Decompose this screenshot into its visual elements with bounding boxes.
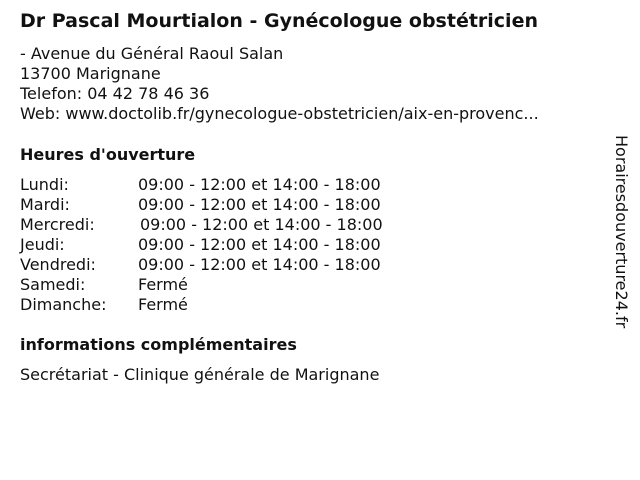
address-street: - Avenue du Général Raoul Salan	[20, 44, 284, 63]
day-label: Dimanche:	[20, 295, 107, 314]
site-watermark: Horairesdouverture24.fr	[612, 135, 631, 329]
address-city: 13700 Marignane	[20, 64, 161, 83]
address-block	[20, 44, 539, 124]
time-value: 09:00 - 12:00 et 14:00 - 18:00	[138, 255, 381, 274]
time-value: Fermé	[138, 275, 188, 294]
phone-number: Telefon: 04 42 78 46 36	[20, 84, 210, 103]
day-label: Lundi:	[20, 175, 69, 194]
info-text: Secrétariat - Clinique générale de Marignane	[20, 365, 380, 384]
hours-heading: Heures d'ouverture	[20, 145, 196, 164]
time-value: 09:00 - 12:00 et 14:00 - 18:00	[140, 215, 383, 234]
day-label: Vendredi:	[20, 255, 96, 274]
time-value: 09:00 - 12:00 et 14:00 - 18:00	[138, 235, 381, 254]
website: Web: www.doctolib.fr/gynecologue-obstetricien/aix-en-provenc...	[20, 104, 539, 123]
day-label: Mardi:	[20, 195, 70, 214]
time-value: Fermé	[138, 295, 188, 314]
time-value: 09:00 - 12:00 et 14:00 - 18:00	[138, 195, 381, 214]
day-label: Mercredi:	[20, 215, 95, 234]
day-label: Jeudi:	[20, 235, 65, 254]
day-label: Samedi:	[20, 275, 86, 294]
info-heading: informations complémentaires	[20, 335, 297, 354]
page-title: Dr Pascal Mourtialon - Gynécologue obstétricien	[20, 10, 538, 32]
time-value: 09:00 - 12:00 et 14:00 - 18:00	[138, 175, 381, 194]
